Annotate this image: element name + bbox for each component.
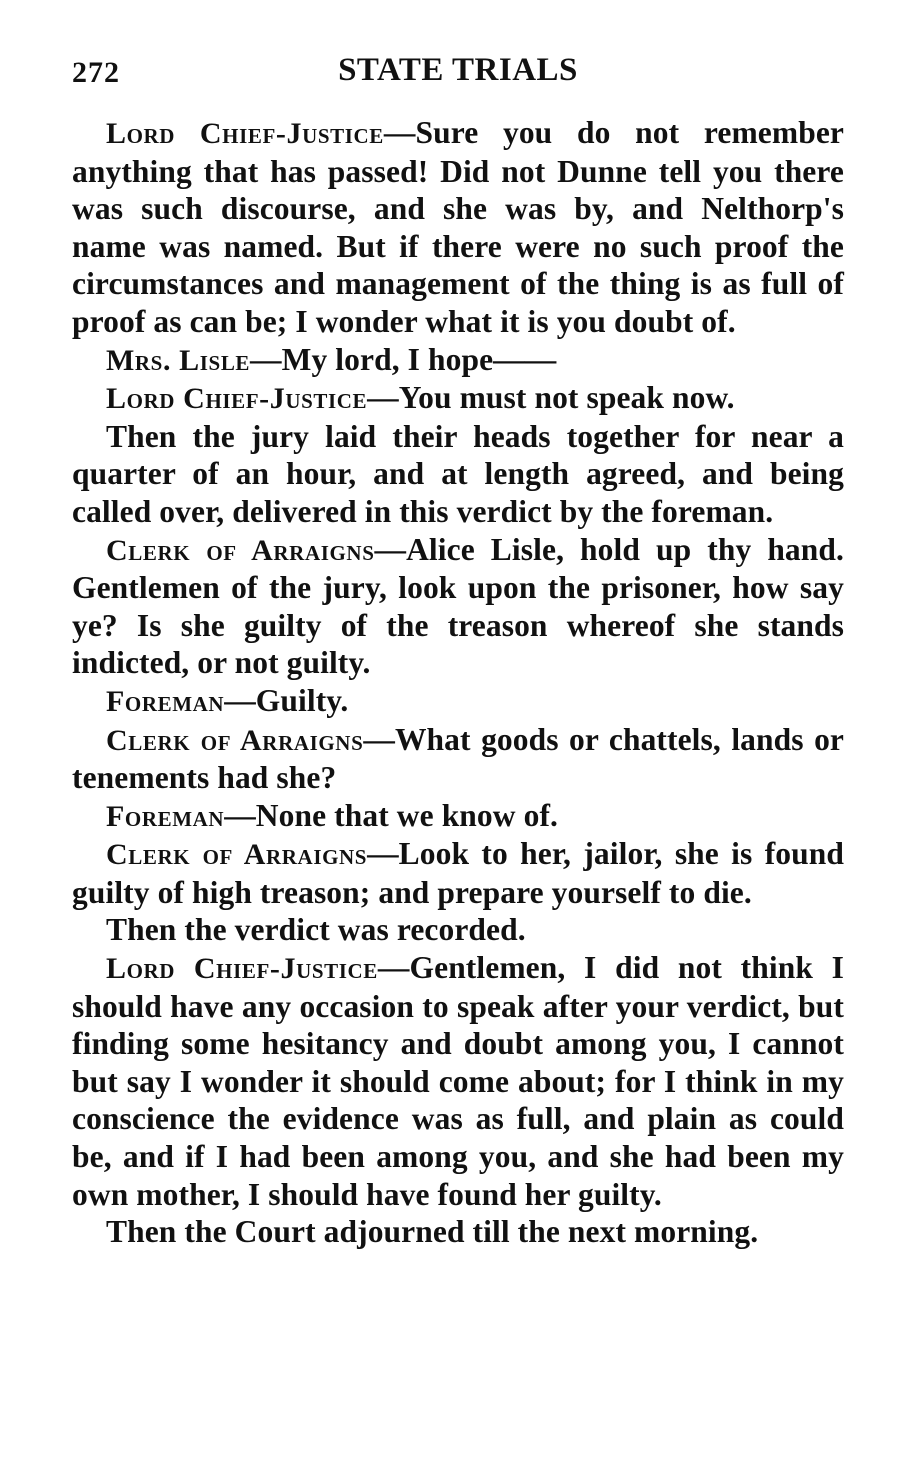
paragraph-verdict-recorded xyxy=(72,911,844,949)
paragraph-clerk-of-arraigns-2 xyxy=(72,721,844,797)
body-text xyxy=(72,114,844,1251)
paragraph-lord-chief-justice-3 xyxy=(72,949,844,1213)
paragraph-court-adjourned xyxy=(72,1213,844,1251)
speaker-name: Foreman xyxy=(106,684,225,718)
page-number: 272 xyxy=(72,56,120,89)
running-title: STATE TRIALS xyxy=(338,52,578,88)
paragraph-text: —My lord, I hope—— xyxy=(250,341,557,377)
speaker-name: Clerk of Arraigns xyxy=(106,723,364,757)
paragraph-text: —Look to her, jailor, she is found guilty of high treason; and prepare yourself to die. xyxy=(72,836,844,910)
paragraph-text: —What goods or chattels, lands or tenements had she? xyxy=(72,721,844,796)
paragraph-foreman-2 xyxy=(72,797,844,836)
speaker-name: Mrs. Lisle xyxy=(106,343,251,377)
paragraph-mrs-lisle xyxy=(72,341,844,380)
paragraph-clerk-of-arraigns-3 xyxy=(72,835,844,911)
paragraph-clerk-of-arraigns-1 xyxy=(72,531,844,682)
paragraph-text: —Alice Lisle, hold up thy hand. Gentlemen of the jury, look upon the prisoner, how say ye? Is she guilty of the treason whereof she stands indicted, or not guilty. xyxy=(72,531,844,681)
running-head xyxy=(72,52,844,98)
book-page xyxy=(72,52,844,1251)
speaker-name: Clerk of Arraigns xyxy=(106,838,368,872)
paragraph-text: —None that we know of. xyxy=(224,797,559,833)
paragraph-text: Then the jury laid their heads together for near a quarter of an hour, and at length agreed, and being called over, delivered in this verdict by the foreman. xyxy=(72,418,844,529)
speaker-name: Lord Chief-Justice xyxy=(106,382,368,416)
paragraph-text: —You must not speak now. xyxy=(367,380,735,416)
paragraph-text: —Sure you do not remember anything that has passed! Did not Dunne tell you there was such discourse, and she was by, and Nelthorp's name was named. But if there were no such proof the circumstances and management of the thing is as full of proof as can be; I wonder what it is you doubt of. xyxy=(72,115,844,339)
speaker-name: Clerk of Arraigns xyxy=(106,533,375,567)
speaker-name: Lord Chief-Justice xyxy=(106,117,384,150)
paragraph-foreman-1 xyxy=(72,682,844,721)
paragraph-jury-deliberation xyxy=(72,418,844,531)
paragraph-text: —Gentlemen, I did not think I should have any occasion to speak after your verdict, but finding some hesitancy and doubt among you, I cannot but say I wonder it should come about; for I think in my conscience the evidence was as full, and plain as could be, and if I had been among you, and she had been my own mother, I should have found her guilty. xyxy=(72,950,845,1212)
paragraph-lord-chief-justice-2 xyxy=(72,379,844,418)
speaker-name: Foreman xyxy=(106,799,225,833)
speaker-name: Lord Chief-Justice xyxy=(106,952,378,986)
paragraph-lord-chief-justice-1 xyxy=(72,114,844,341)
paragraph-text: Then the verdict was recorded. xyxy=(106,912,526,948)
paragraph-text: —Guilty. xyxy=(224,682,349,718)
paragraph-text: Then the Court adjourned till the next morning. xyxy=(106,1214,759,1250)
